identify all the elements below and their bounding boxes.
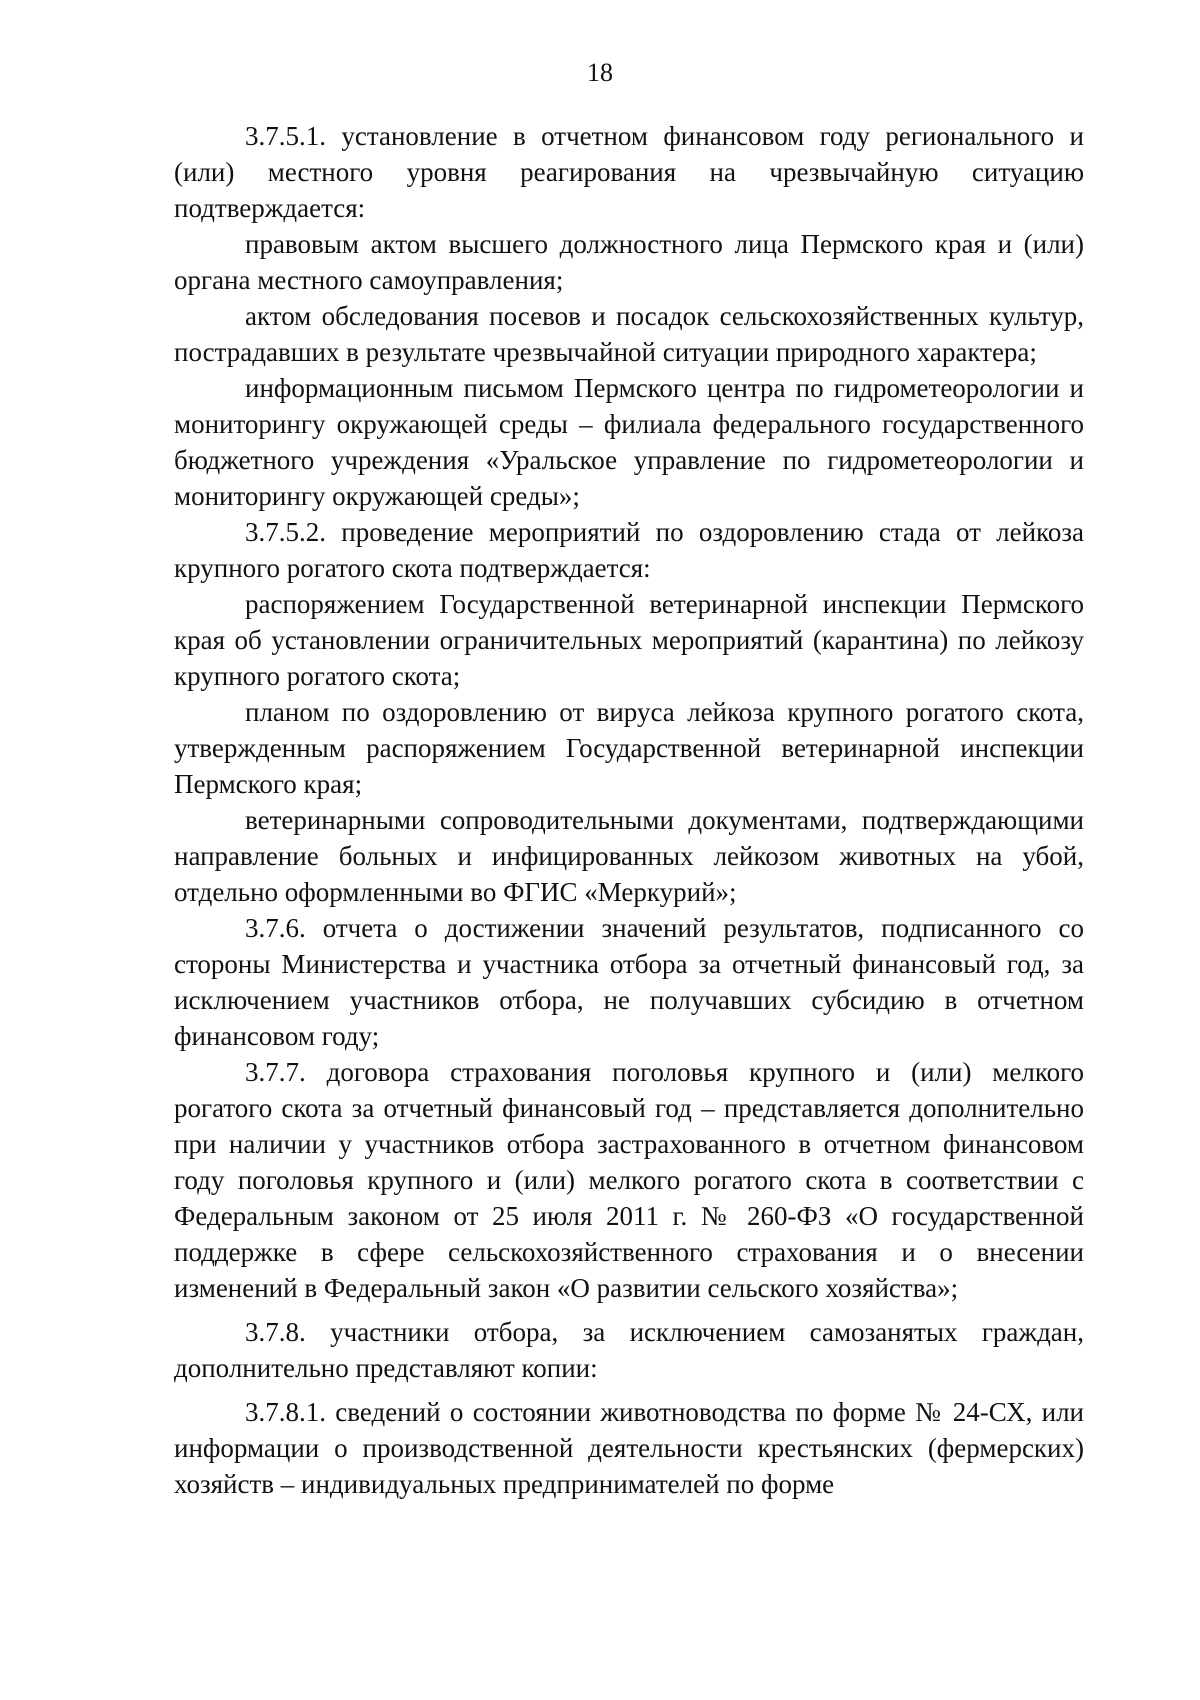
page-number: 18 — [587, 58, 613, 87]
paragraph-3-7-5-1: 3.7.5.1. установление в отчетном финансовом году регионального и (или) местного уровня реагирования на чрезвычайную ситуацию подтверждается: — [174, 121, 1084, 223]
paragraph-3-7-8: 3.7.8. участники отбора, за исключением самозанятых граждан, дополнительно представляют копии: — [174, 1317, 1084, 1383]
document-body — [174, 118, 1084, 1502]
paragraph-3-7-7: 3.7.7. договора страхования поголовья крупного и (или) мелкого рогатого скота за отчетный финансовый год – представляется дополнительно при наличии у участников отбора застрахованного в отчетном финансовом году поголовья крупного и (или) мелкого рогатого скота в соответствии с Федеральным законом от 25 июля 2011 г. № 260-ФЗ «О государственной поддержке в сфере сельскохозяйственного страхования и о внесении изменений в Федеральный закон «О развитии сельского хозяйства»; — [174, 1057, 1084, 1303]
paragraph-3-7-5-2: 3.7.5.2. проведение мероприятий по оздоровлению стада от лейкоза крупного рогатого скота подтверждается: — [174, 517, 1084, 583]
paragraph-inspection-act: актом обследования посевов и посадок сельскохозяйственных культур, пострадавших в результате чрезвычайной ситуации природного характера; — [174, 301, 1084, 367]
paragraph-vet-documents: ветеринарными сопроводительными документами, подтверждающими направление больных и инфицированных лейкозом животных на убой, отдельно оформленными во ФГИС «Меркурий»; — [174, 805, 1084, 907]
paragraph-vet-order: распоряжением Государственной ветеринарной инспекции Пермского края об установлении ограничительных мероприятий (карантина) по лейкозу крупного рогатого скота; — [174, 589, 1084, 691]
paragraph-legal-act: правовым актом высшего должностного лица Пермского края и (или) органа местного самоуправления; — [174, 229, 1084, 295]
paragraph-3-7-6: 3.7.6. отчета о достижении значений результатов, подписанного со стороны Министерства и участника отбора за отчетный финансовый год, за исключением участников отбора, не получавших субсидию в отчетном финансовом году; — [174, 913, 1084, 1051]
paragraph-info-letter: информационным письмом Пермского центра по гидрометеорологии и мониторингу окружающей среды – филиала федерального государственного бюджетного учреждения «Уральское управление по гидрометеорологии и мониторингу окружающей среды»; — [174, 373, 1084, 511]
paragraph-3-7-8-1: 3.7.8.1. сведений о состоянии животноводства по форме № 24-СХ, или информации о производственной деятельности крестьянских (фермерских) хозяйств – индивидуальных предпринимателей по форме — [174, 1397, 1084, 1499]
paragraph-recovery-plan: планом по оздоровлению от вируса лейкоза крупного рогатого скота, утвержденным распоряжением Государственной ветеринарной инспекции Пермского края; — [174, 697, 1084, 799]
